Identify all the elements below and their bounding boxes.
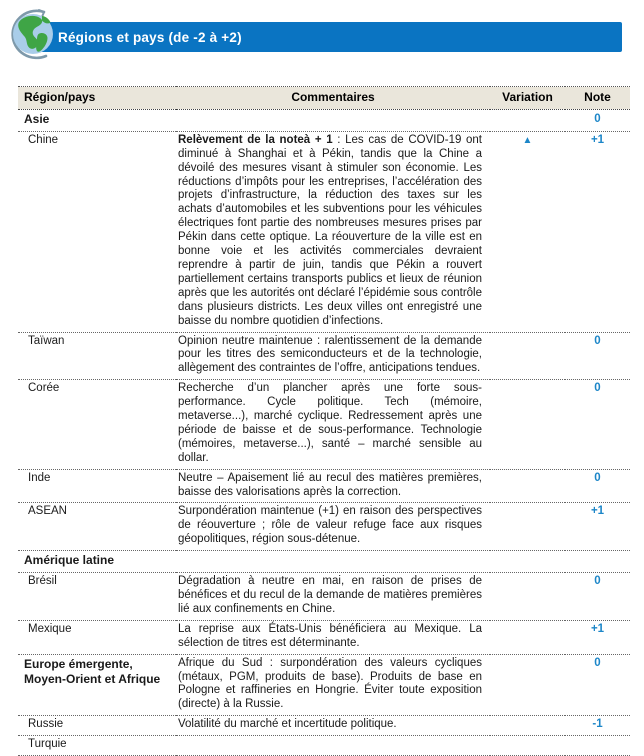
table-row-inde: [18, 469, 630, 503]
region-label: Turquie: [18, 736, 176, 756]
note-value: 0: [594, 382, 601, 395]
region-label: Taïwan: [18, 332, 176, 380]
comment-body: Surpondération maintenue (+1) en raison des perspectives de réouverture ; rôle de valeur refuge face aux risques géopolitiques, région sous-détenue.: [178, 505, 482, 546]
comment-body: Dégradation à neutre en mai, en raison de prises de bénéfices et du recul de la demande de matières premières lié aux confinements en Chine.: [178, 575, 482, 615]
banner-title: Régions et pays (de -2 à +2): [58, 29, 242, 45]
comment-text: [176, 503, 490, 551]
header-commentaires: Commentaires: [176, 87, 490, 110]
variation-cell: [490, 716, 565, 736]
note-cell: [565, 736, 630, 756]
variation-cell: [490, 654, 565, 716]
variation-cell: [490, 551, 565, 573]
region-label: Amérique latine: [18, 551, 176, 573]
variation-cell: [490, 332, 565, 380]
table-body: [18, 109, 630, 755]
note-cell: [565, 716, 630, 736]
regions-table: [18, 86, 630, 756]
header-region-pays: Région/pays: [18, 87, 176, 110]
note-cell: [565, 469, 630, 503]
header-note: Note: [565, 87, 630, 110]
comment-text: [176, 716, 490, 736]
region-label: Chine: [18, 131, 176, 332]
comment-body: Neutre – Apaisement lié au recul des matières premières, baisse des valorisations après la correction.: [178, 471, 482, 498]
comment-body: La reprise aux États-Unis bénéficiera au Mexique. La sélection de titres est déterminante.: [178, 622, 482, 649]
comment-body: Recherche d’un plancher après une forte sous-performance. Cycle politique. Tech (mémoire, metaverse...), marché cyclique. Redressement après une période de baisse et de sous-performance. Technologie (mémoires, metaverse...), santé – marché sensible au dollar.: [178, 382, 482, 464]
note-value: +1: [590, 505, 605, 518]
region-label: ASEAN: [18, 503, 176, 551]
note-cell: [565, 131, 630, 332]
variation-cell: [490, 469, 565, 503]
note-cell: [565, 654, 630, 716]
note-cell: [565, 620, 630, 654]
note-cell: [565, 332, 630, 380]
variation-cell: [490, 380, 565, 469]
note-value: 0: [594, 656, 601, 669]
comment-body: : Les cas de COVID-19 ont diminué à Shanghai et à Pékin, tandis que la Chine a dévoilé des mesures visant à stimuler son économie. Les réductions d’impôts pour les entreprises, l’accélération des projets d’infrastructure, la réduction des taxes sur les achats d’automobiles et les subventions pour les véhicules électriques font partie des nombreuses mesures prises par Pékin dans cette optique. La réouverture de la ville est en bonne voie et les activités commerciales devraient reprendre à partir de juin, tandis que Pékin a rouvert partiellement certains transports publics et lieux de réunion après que les autorités ont déclaré l’épidémie sous contrôle dans plusieurs districts. Les deux villes ont enregistré une baisse du nombre quotidien d’infections.: [178, 133, 483, 327]
variation-cell: [490, 736, 565, 756]
comment-body: Volatilité du marché et incertitude politique.: [178, 718, 397, 731]
comment-text: [176, 573, 490, 621]
comment-text: [176, 620, 490, 654]
note-value: 0: [594, 471, 601, 484]
table-row-asean: [18, 503, 630, 551]
comment-text: [176, 654, 490, 716]
comment-lead-bold: Relèvement de la noteà + 1: [178, 133, 333, 146]
table-row-cor-e: [18, 380, 630, 469]
table-row-am-rique-latine: [18, 551, 630, 573]
note-cell: [565, 573, 630, 621]
note-cell: [565, 380, 630, 469]
note-value: +1: [590, 133, 605, 146]
table-row-ta-wan: [18, 332, 630, 380]
note-value: 0: [594, 575, 601, 588]
section-header: [0, 0, 644, 70]
note-value: +1: [590, 622, 605, 635]
table-row-asie: [18, 109, 630, 131]
comment-text: [176, 380, 490, 469]
comment-text: [176, 469, 490, 503]
comment-text: [176, 332, 490, 380]
comment-text: [176, 551, 490, 573]
comment-text: [176, 736, 490, 756]
header-variation: Variation: [490, 87, 565, 110]
table-row-europe-mergente-moyen-orient-et-afrique: [18, 654, 630, 716]
note-value: -1: [592, 718, 603, 731]
region-label: Europe émergente, Moyen-Orient et Afrique: [18, 654, 176, 716]
variation-up-triangle-icon: ▲: [522, 134, 533, 146]
table-row-mexique: [18, 620, 630, 654]
region-label: Russie: [18, 716, 176, 736]
comment-text: [176, 131, 490, 332]
region-label: Corée: [18, 380, 176, 469]
variation-cell: [490, 131, 565, 332]
note-cell: [565, 503, 630, 551]
variation-cell: [490, 620, 565, 654]
note-value: 0: [594, 112, 601, 125]
table-row-chine: [18, 131, 630, 332]
table-row-russie: [18, 716, 630, 736]
variation-cell: [490, 573, 565, 621]
region-label: Brésil: [18, 573, 176, 621]
note-value: 0: [594, 334, 601, 347]
table-header-row: [18, 87, 630, 110]
region-label: Asie: [18, 109, 176, 131]
note-cell: [565, 109, 630, 131]
comment-body: Opinion neutre maintenue : ralentissement de la demande pour les titres des semiconducteurs et de la technologie, allègement des contraintes de l’offre, anticipations tendues.: [178, 334, 482, 375]
comment-text: [176, 109, 490, 131]
table-row-br-sil: [18, 573, 630, 621]
section-banner: [28, 22, 622, 52]
region-label: Inde: [18, 469, 176, 503]
region-label: Mexique: [18, 620, 176, 654]
comment-body: Afrique du Sud : surpondération des valeurs cycliques (métaux, PGM, produits de base). Produits de base en Pologne et raffineries en Hongrie. Éviter toute exposition (directe) à la Russie.: [178, 656, 482, 711]
table-row-turquie: [18, 736, 630, 756]
variation-cell: [490, 109, 565, 131]
variation-cell: [490, 503, 565, 551]
globe-icon: [4, 7, 58, 63]
note-cell: [565, 551, 630, 573]
